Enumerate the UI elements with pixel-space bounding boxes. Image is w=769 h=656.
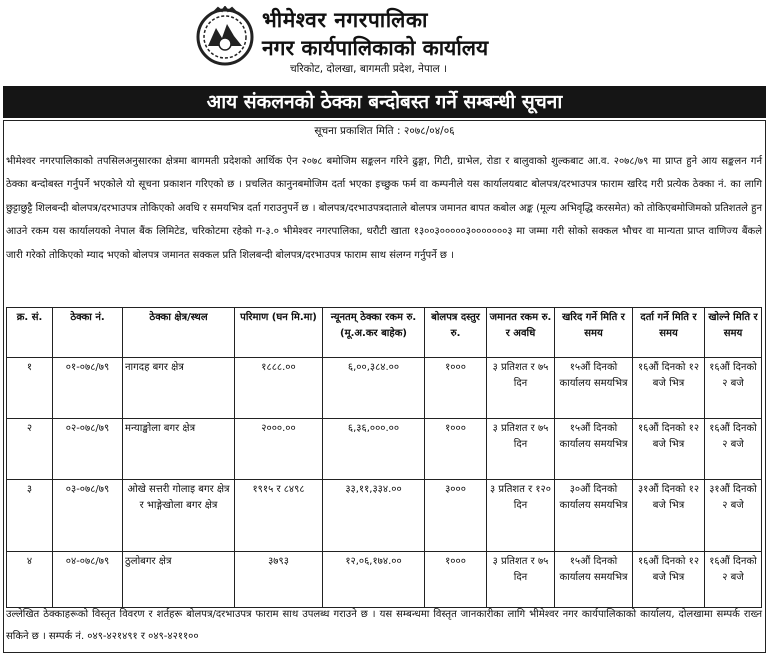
cell-fee: १००० xyxy=(425,552,487,608)
cell-quantity: २०००.०० xyxy=(235,419,323,480)
nepal-emblem-icon xyxy=(196,6,254,66)
header-fee: बोलपत्र दस्तुर रु. xyxy=(425,308,487,358)
header-contract-no: ठेक्का नं. xyxy=(53,308,123,358)
contract-table xyxy=(6,307,762,608)
table-row xyxy=(7,358,762,419)
cell-contract-no: ०४-०७८/७९ xyxy=(53,552,123,608)
cell-purchase: १५औं दिनको कार्यालय समयभित्र xyxy=(555,419,633,480)
cell-security: ३ प्रतिशत र ७५ दिन xyxy=(487,358,555,419)
cell-open: १६औं दिनको २ बजे xyxy=(705,358,762,419)
cell-area: ओखे सत्तरी गोलाइ बगर क्षेत्र र भाङ्गेखोला बगर क्षेत्र xyxy=(123,480,235,552)
cell-min-amount: ६,००,३८४.०० xyxy=(323,358,425,419)
cell-area: मन्याङ्खोला बगर क्षेत्र xyxy=(123,419,235,480)
cell-fee: ३००० xyxy=(425,480,487,552)
cell-security: ३ प्रतिशत र ७५ दिन xyxy=(487,419,555,480)
cell-purchase: १५औं दिनको कार्यालय समयभित्र xyxy=(555,552,633,608)
org-name: भीमेश्वर नगरपालिका xyxy=(262,8,428,32)
table-row xyxy=(7,552,762,608)
cell-sn: १ xyxy=(7,358,53,419)
cell-purchase: १५औं दिनको कार्यालय समयभित्र xyxy=(555,358,633,419)
cell-contract-no: ०३-०७८/७९ xyxy=(53,480,123,552)
cell-security: ३ प्रतिशत र ७५ दिन xyxy=(487,552,555,608)
table-row xyxy=(7,419,762,480)
header-area: ठेक्का क्षेत्र/स्थल xyxy=(123,308,235,358)
address: चरिकोट, दोलखा, बागमती प्रदेश, नेपाल । xyxy=(290,63,448,75)
cell-security: ३ प्रतिशत र १२० दिन xyxy=(487,480,555,552)
cell-area: नागदह बगर क्षेत्र xyxy=(123,358,235,419)
cell-min-amount: ६,३६,०००.०० xyxy=(323,419,425,480)
table-row xyxy=(7,480,762,552)
publish-date: सूचना प्रकाशित मिति : २०७८/०४/०६ xyxy=(314,125,455,137)
cell-open: ३१औं दिनको २ बजे xyxy=(705,480,762,552)
intro-paragraph: भीमेश्वर नगरपालिकाको तपसिलअनुसारका क्षेत्रमा बागमती प्रदेशको आर्थिक ऐन २०७८ बमोजिम सङ्कलन गरिने ढुङ्गा, गिटी, ग्राभेल, रोडा र बालुवाको शुल्कबाट आ.व. २०७८/७९ मा प्राप्त हुने आय सङ्कलन गर्न ठेक्का बन्दोबस्त गर्नुपर्ने भएकोले यो सूचना प्रकाशन गरिएको छ । प्रचलित कानुनबमोजिम दर्ता भएका इच्छुक फर्म वा कम्पनीले यस कार्यालयबाट बोलपत्र/दरभाउपत्र फाराम खरिद गरी प्रत्येक ठेक्का नं. का लागि छुट्टाछुट्टै शिलबन्दी बोलपत्र/दरभाउपत्र तोकिएको अवधि र समयभित्र दर्ता गराउनुपर्ने छ । बोलपत्र/दरभाउपत्रदाताले बोलपत्र जमानत बापत कबोल अङ्क (मूल्य अभिवृद्धि करसमेत) को तोकिएबमोजिमको प्रतिशतले हुन आउने रकम यस कार्यालयको नेपाल बैंक लिमिटेड, चरिकोटमा रहेको ग-३.० भीमेश्वर नगरपालिका, धरौटी खाता १३००३०००००३०००००००३ मा जम्मा गरी सोको सक्कल भौचर वा मान्यता प्राप्त वाणिज्य बैंकले जारी गरेको तोकिएको म्याद भएको बोलपत्र जमानत सक्कल प्रति शिलबन्दी बोलपत्र/दरभाउपत्र फाराम साथ संलग्न गर्नुपर्ने छ । xyxy=(6,156,762,261)
cell-quantity: ३७९३ xyxy=(235,552,323,608)
header-purchase: खरिद गर्ने मिति र समय xyxy=(555,308,633,358)
cell-contract-no: ०२-०७८/७९ xyxy=(53,419,123,480)
office-name: नगर कार्यपालिकाको कार्यालय xyxy=(262,36,489,60)
cell-quantity: १९१५ र ८४९८ xyxy=(235,480,323,552)
header-quantity: परिमाण (घन मि.मा) xyxy=(235,308,323,358)
header-open: खोल्ने मिति र समय xyxy=(705,308,762,358)
cell-min-amount: ३३,११,३३४.०० xyxy=(323,480,425,552)
cell-contract-no: ०१-०७८/७९ xyxy=(53,358,123,419)
cell-open: १६औं दिनको २ बजे xyxy=(705,419,762,480)
notice-title-banner: आय संकलनको ठेक्का बन्दोबस्त गर्ने सम्बन्धी सूचना xyxy=(3,86,766,118)
header-register: दर्ता गर्ने मिति र समय xyxy=(633,308,705,358)
cell-area: ठुलोबगर क्षेत्र xyxy=(123,552,235,608)
header xyxy=(0,0,769,84)
cell-sn: २ xyxy=(7,419,53,480)
cell-sn: ३ xyxy=(7,480,53,552)
footer-note: उल्लेखित ठेक्काहरूको विस्तृत विवरण र शर्तहरू बोलपत्र/दरभाउपत्र फाराम साथ उपलब्ध गराउने छ । यस सम्बन्धमा विस्तृत जानकारीका लागि भीमेश्वर नगर कार्यपालिकाको कार्यालय, दोलखामा सम्पर्क राख्न सकिने छ । सम्पर्क नं. ०४९-४२१४९१ र ०४९-४२११०० xyxy=(6,609,762,642)
header-security: जमानत रकम रु. र अवधि xyxy=(487,308,555,358)
cell-register: १६औं दिनको १२ बजे भित्र xyxy=(633,552,705,608)
cell-fee: १००० xyxy=(425,419,487,480)
cell-min-amount: १२,०६,१७४.०० xyxy=(323,552,425,608)
cell-register: १६औं दिनको १२ बजे भित्र xyxy=(633,419,705,480)
cell-open: १६औं दिनको २ बजे xyxy=(705,552,762,608)
cell-purchase: ३०औं दिनको कार्यालय समयभित्र xyxy=(555,480,633,552)
header-sn: क्र. सं. xyxy=(7,308,53,358)
cell-register: १६औं दिनको १२ बजे भित्र xyxy=(633,358,705,419)
header-min-amount: न्यूनतम् ठेक्का रकम रु. (मू.अ.कर बाहेक) xyxy=(323,308,425,358)
table-header-row xyxy=(7,308,762,358)
cell-register: ३१औं दिनको १२ बजे भित्र xyxy=(633,480,705,552)
cell-quantity: १८८८.०० xyxy=(235,358,323,419)
cell-fee: १००० xyxy=(425,358,487,419)
cell-sn: ४ xyxy=(7,552,53,608)
